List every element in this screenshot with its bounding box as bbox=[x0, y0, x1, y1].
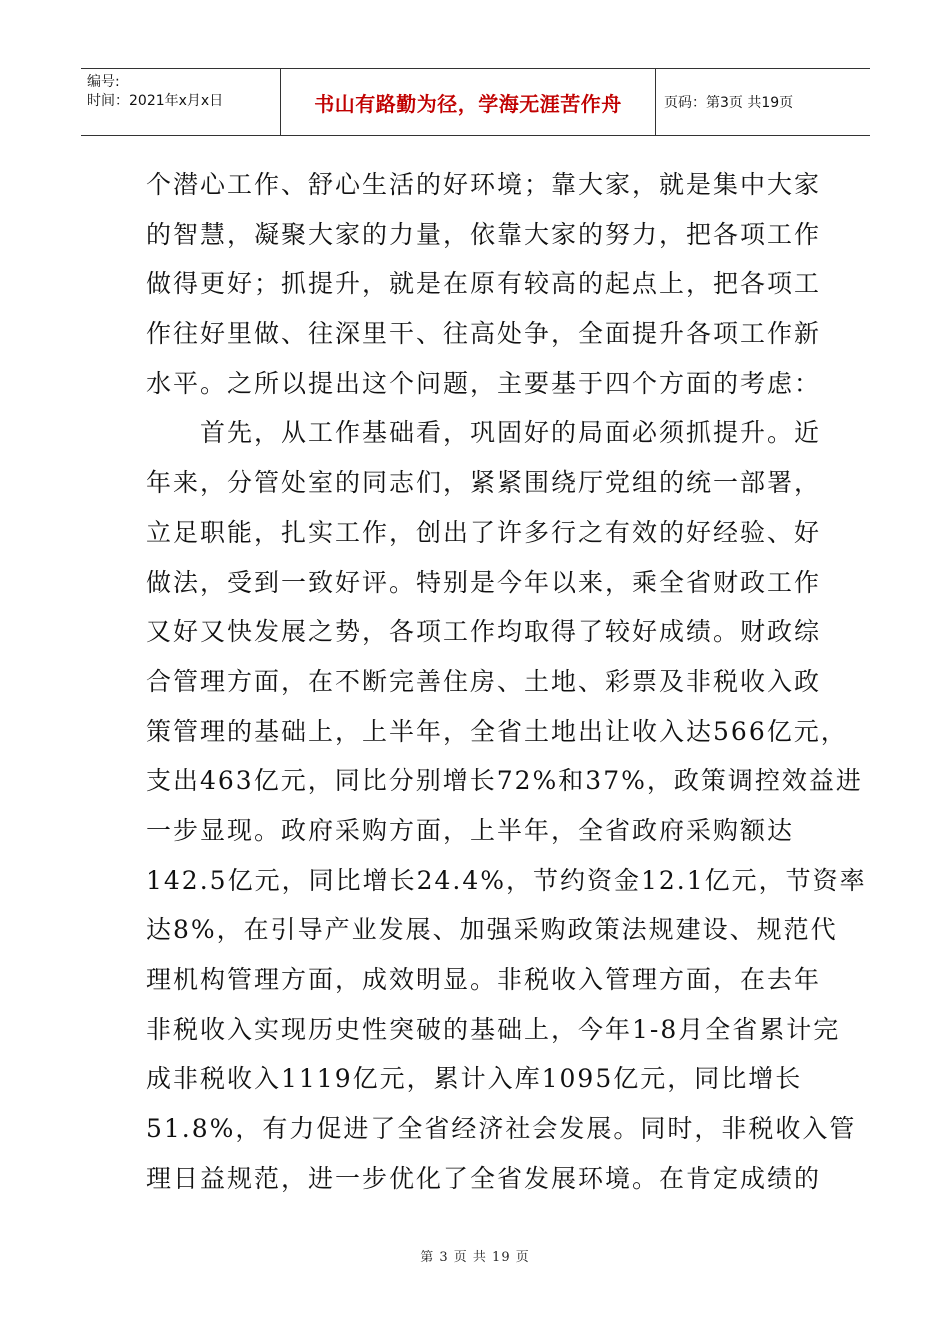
header-motto: 书山有路勤为径，学海无涯苦作舟 bbox=[281, 69, 656, 135]
body-line: 的智慧，凝聚大家的力量，依靠大家的努力，把各项工作 bbox=[146, 219, 822, 249]
body-line: 水平。之所以提出这个问题，主要基于四个方面的考虑： bbox=[146, 368, 822, 398]
body-line: 年来，分管处室的同志们，紧紧围绕厅党组的统一部署， bbox=[146, 468, 822, 498]
body-line: 做得更好；抓提升，就是在原有较高的起点上，把各项工 bbox=[146, 269, 822, 299]
body-line: 作往好里做、往深里干、往高处争，全面提升各项工作新 bbox=[146, 319, 822, 349]
body-line: 一步显现。政府采购方面，上半年，全省政府采购额达 bbox=[146, 815, 795, 845]
body-line: 做法，受到一致好评。特别是今年以来，乘全省财政工作 bbox=[146, 567, 822, 597]
body-line: 个潜心工作、舒心生活的好环境；靠大家，就是集中大家 bbox=[146, 170, 822, 199]
document-number-label: 编号: bbox=[87, 74, 120, 90]
body-line: 策管理的基础上，上半年，全省土地出让收入达566亿元， bbox=[146, 716, 848, 746]
header-meta bbox=[81, 69, 281, 135]
body-line: 首先，从工作基础看，巩固好的局面必须抓提升。近 bbox=[146, 418, 822, 448]
body-line: 理机构管理方面，成效明显。非税收入管理方面，在去年 bbox=[146, 965, 822, 994]
body-line: 成非税收入1119亿元，累计入库1095亿元，同比增长 bbox=[146, 1064, 803, 1094]
page-footer: 第 3 页 共 19 页 bbox=[420, 1250, 530, 1265]
body-line: 又好又快发展之势，各项工作均取得了较好成绩。财政综 bbox=[146, 617, 822, 647]
header-page-indicator: 页码：第3页 共19页 bbox=[664, 95, 794, 111]
body-line: 立足职能，扎实工作，创出了许多行之有效的好经验、好 bbox=[146, 517, 822, 547]
body-line: 理日益规范，进一步优化了全省发展环境。在肯定成绩的 bbox=[146, 1163, 822, 1193]
body-line: 51.8%，有力促进了全省经济社会发展。同时，非税收入管 bbox=[146, 1114, 857, 1144]
body-line: 非税收入实现历史性突破的基础上，今年1-8月全省累计完 bbox=[146, 1014, 841, 1044]
body-line: 达8%，在引导产业发展、加强采购政策法规建设、规范代 bbox=[146, 915, 838, 945]
document-body bbox=[146, 160, 867, 1203]
body-line: 支出463亿元，同比分别增长72%和37%，政策调控效益进 bbox=[146, 766, 863, 796]
body-line: 合管理方面，在不断完善住房、土地、彩票及非税收入政 bbox=[146, 666, 822, 696]
document-time-label: 时间：2021年x月x日 bbox=[87, 93, 224, 109]
document-header bbox=[81, 68, 870, 136]
body-line: 142.5亿元，同比增长24.4%，节约资金12.1亿元，节资率 bbox=[146, 865, 867, 895]
